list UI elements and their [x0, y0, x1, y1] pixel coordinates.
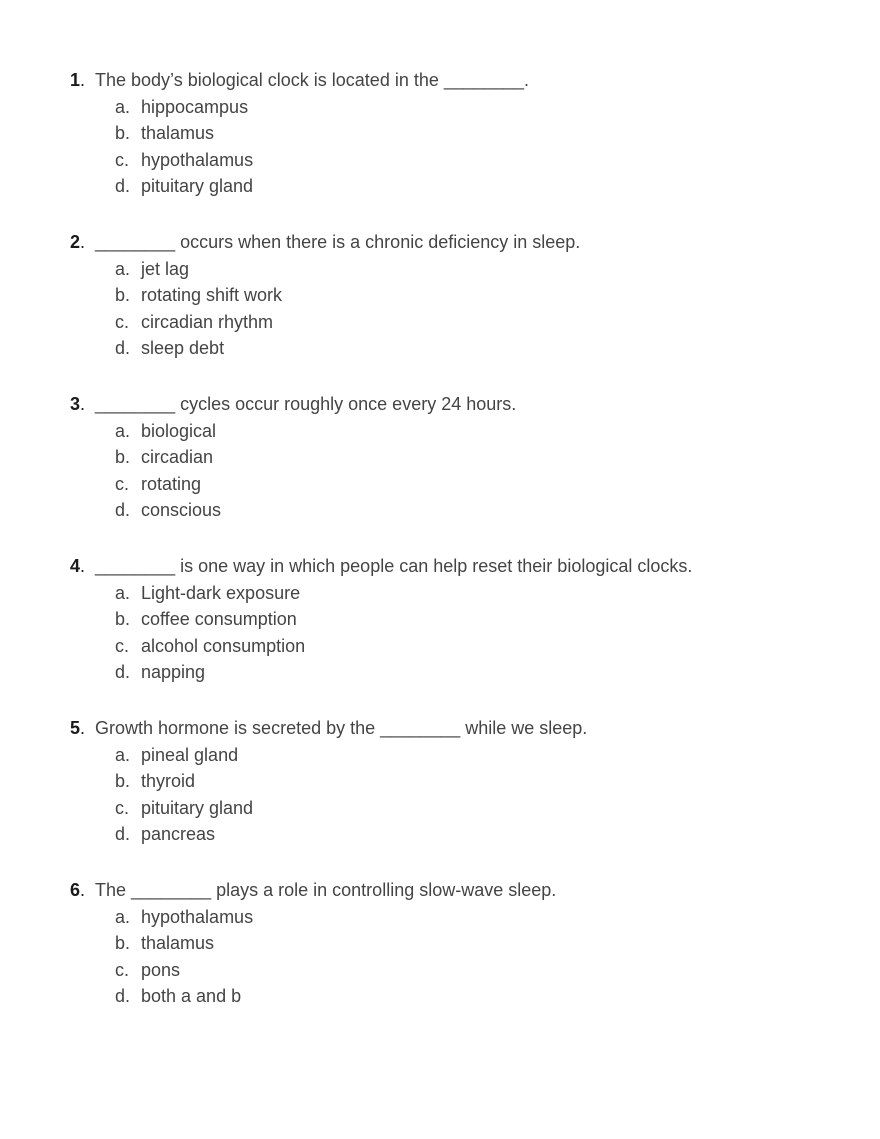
question-6 [70, 877, 850, 1010]
option-d: d. pancreas [115, 824, 216, 844]
option-list [70, 256, 850, 362]
question-text: ________ is one way in which people can help reset their biological clocks. [95, 556, 693, 576]
question-number: 1. [70, 70, 86, 90]
question-number: 6. [70, 880, 86, 900]
option-b: b. circadian [115, 447, 214, 467]
question-3 [70, 391, 850, 524]
question-number: 2. [70, 232, 86, 252]
option-list [70, 94, 850, 200]
option-d: d. sleep debt [115, 338, 225, 358]
option-c: c. alcohol consumption [115, 635, 306, 656]
option-c: c. pituitary gland [115, 797, 254, 818]
question-number: 5. [70, 718, 86, 738]
option-d: d. both a and b [115, 986, 242, 1006]
option-list [70, 418, 850, 524]
option-b: b. thalamus [115, 933, 215, 953]
question-text: ________ occurs when there is a chronic deficiency in sleep. [95, 232, 581, 252]
option-d: d. napping [115, 662, 206, 682]
option-list [70, 580, 850, 686]
question-number: 3. [70, 394, 86, 414]
option-a: a. hypothalamus [115, 906, 254, 927]
option-c: c. hypothalamus [115, 149, 254, 170]
option-a: a. pineal gland [115, 744, 239, 765]
option-c: c. circadian rhythm [115, 311, 274, 332]
question-number: 4. [70, 556, 86, 576]
question-text: The body’s biological clock is located in the ________. [95, 70, 529, 90]
question-1 [70, 67, 850, 200]
option-d: d. conscious [115, 500, 222, 520]
option-list [70, 742, 850, 848]
option-c: c. pons [115, 959, 181, 980]
question-stem [70, 391, 850, 418]
question-text: ________ cycles occur roughly once every 24 hours. [95, 394, 517, 414]
option-c: c. rotating [115, 473, 202, 494]
option-a: a. hippocampus [115, 96, 249, 117]
option-a: a. Light-dark exposure [115, 582, 301, 603]
question-stem [70, 229, 850, 256]
question-stem [70, 553, 850, 580]
option-b: b. coffee consumption [115, 609, 297, 629]
option-b: b. thyroid [115, 771, 196, 791]
option-d: d. pituitary gland [115, 176, 254, 196]
question-2 [70, 229, 850, 362]
option-a: a. biological [115, 420, 217, 441]
question-stem [70, 67, 850, 94]
question-stem [70, 715, 850, 742]
option-list [70, 904, 850, 1010]
option-a: a. jet lag [115, 258, 190, 279]
question-stem [70, 877, 850, 904]
option-b: b. thalamus [115, 123, 215, 143]
question-text: The ________ plays a role in controlling slow-wave sleep. [95, 880, 557, 900]
question-text: Growth hormone is secreted by the ________ while we sleep. [95, 718, 588, 738]
option-b: b. rotating shift work [115, 285, 283, 305]
question-5 [70, 715, 850, 848]
question-4 [70, 553, 850, 686]
